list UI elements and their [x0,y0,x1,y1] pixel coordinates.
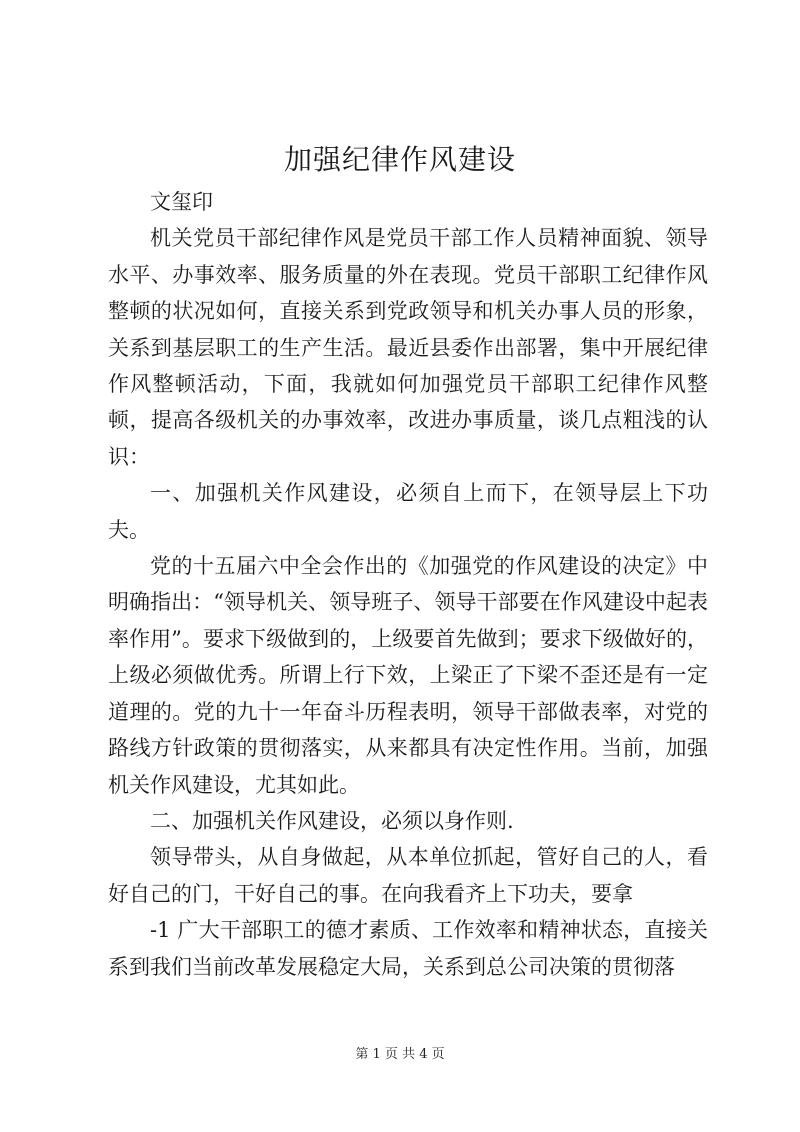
paragraph-section-2: 领导带头，从自身做起，从本单位抓起，管好自己的人，看好自己的门，干好自己的事。在向我看齐上下功夫，要拿 [108,845,708,906]
document-body [108,184,708,985]
paragraph-continued: -1 广大干部职工的德才素质、工作效率和精神状态，直接关系到我们当前改革发展稳定大局，关系到总公司决策的贯彻落 [108,918,708,979]
heading-section-2: 二、加强机关作风建设，必须以身作则. [150,808,514,833]
heading-section-1: 一、加强机关作风建设，必须自上而下，在领导层上下功夫。 [108,481,708,542]
paragraph-intro: 机关党员干部纪律作风是党员干部工作人员精神面貌、领导水平、办事效率、服务质量的外在表现。党员干部职工纪律作风整顿的状况如何，直接关系到党政领导和机关办事人员的形象，关系到基层职工的生产生活。最近县委作出部署，集中开展纪律作风整顿活动，下面，我就如何加强党员干部职工纪律作风整顿，提高各级机关的办事效率，改进办事质量，谈几点粗浅的认识： [108,226,708,469]
document-title: 加强纪律作风建设 [283,143,516,176]
page-number-footer: 第 1 页 共 4 页 [355,1047,445,1062]
author-line: 文玺印 [150,190,213,214]
paragraph-section-1: 党的十五届六中全会作出的《加强党的作风建设的决定》中明确指出：“领导机关、领导班子、领导干部要在作风建设中起表率作用”。要求下级做到的，上级要首先做到；要求下级做好的，上级必须做优秀。所谓上行下效，上梁正了下梁不歪还是有一定道理的。党的九十一年奋斗历程表明，领导干部做表率，对党的路线方针政策的贯彻落实，从来都具有决定性作用。当前，加强机关作风建设，尤其如此。 [108,554,708,797]
